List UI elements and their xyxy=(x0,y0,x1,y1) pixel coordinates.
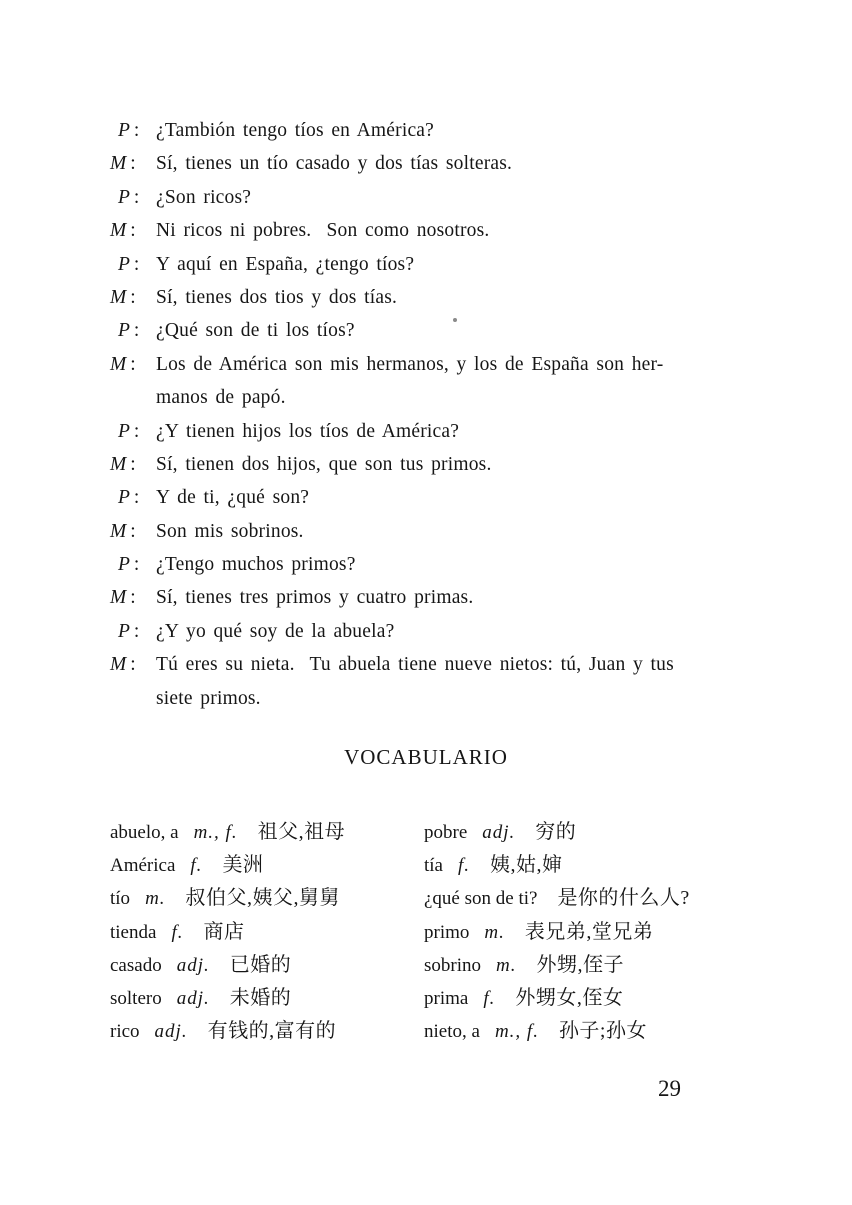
speaker-letter: P xyxy=(118,487,130,509)
dialogue-text: siete primos. xyxy=(156,687,261,709)
vocab-translation: 美洲 xyxy=(222,854,264,877)
vocab-gender: f. xyxy=(190,855,203,877)
speaker-label xyxy=(110,448,156,481)
speaker-label xyxy=(110,348,156,381)
vocabulary-heading: VOCABULARIO xyxy=(344,745,508,769)
speaker-label xyxy=(110,281,156,314)
dialogue-line xyxy=(110,548,770,581)
vocab-entry xyxy=(424,1015,690,1048)
vocab-word: ¿qué son de ti? xyxy=(424,888,538,910)
speaker-label xyxy=(110,548,156,581)
dialogue-section xyxy=(110,114,770,715)
dialogue-line xyxy=(110,648,770,681)
vocab-gender: adj. xyxy=(154,1021,188,1043)
speaker-colon: : xyxy=(133,620,140,642)
vocab-translation: 未婚的 xyxy=(229,986,292,1009)
speaker-label xyxy=(110,114,156,147)
dialogue-line xyxy=(110,448,770,481)
speaker-letter: P xyxy=(118,554,130,576)
vocab-entry xyxy=(110,882,345,915)
vocab-entry xyxy=(424,882,690,915)
vocab-word: rico xyxy=(110,1021,140,1043)
dialogue-line xyxy=(110,615,770,648)
speaker-letter: M xyxy=(110,153,127,175)
speaker-label xyxy=(110,615,156,648)
speaker-letter: M xyxy=(110,453,127,475)
speaker-letter: P xyxy=(118,186,130,208)
vocab-translation: 叔伯父,姨父,舅舅 xyxy=(185,887,341,910)
vocab-gender: f. xyxy=(458,855,471,877)
dialogue-line xyxy=(110,515,770,548)
dialogue-text: Tú eres su nieta. Tu abuela tiene nueve nietos: tú, Juan y tus xyxy=(156,654,674,676)
speaker-letter: P xyxy=(118,420,130,442)
vocab-entry xyxy=(424,849,690,882)
speaker-colon: : xyxy=(130,353,136,375)
vocab-word: nieto, a xyxy=(424,1021,480,1043)
dialogue-line-continuation xyxy=(110,381,770,414)
dialogue-line xyxy=(110,314,770,347)
speaker-label xyxy=(110,147,156,180)
dialogue-text: Sí, tienen dos hijos, que son tus primos. xyxy=(156,453,492,475)
speaker-label xyxy=(110,481,156,514)
dialogue-line xyxy=(110,147,770,180)
dialogue-line xyxy=(110,248,770,281)
vocab-entry xyxy=(110,849,345,882)
dialogue-text: Los de América son mis hermanos, y los de España son her- xyxy=(156,353,664,375)
speaker-colon: : xyxy=(133,320,140,342)
speaker-colon: : xyxy=(130,220,136,242)
vocab-translation: 有钱的,富有的 xyxy=(207,1020,337,1043)
speaker-label xyxy=(110,314,156,347)
dialogue-text: Sí, tienes un tío casado y dos tías solteras. xyxy=(156,153,513,175)
vocab-translation: 已婚的 xyxy=(229,953,292,976)
vocab-word: primo xyxy=(424,921,470,943)
speaker-colon: : xyxy=(130,153,136,175)
dialogue-text: ¿Y yo qué soy de la abuela? xyxy=(156,620,395,642)
speaker-letter: M xyxy=(110,353,127,375)
dialogue-line xyxy=(110,114,770,147)
speaker-colon: : xyxy=(133,253,140,275)
vocab-translation: 孙子;孙女 xyxy=(558,1020,647,1043)
speaker-letter: M xyxy=(110,587,127,609)
vocab-translation: 祖父,祖母 xyxy=(257,821,346,843)
speaker-letter: M xyxy=(110,654,127,676)
speaker-colon: : xyxy=(130,587,136,609)
speaker-letter: P xyxy=(118,120,130,141)
vocab-gender: m. xyxy=(145,888,166,910)
dialogue-text: ¿Tengo muchos primos? xyxy=(156,554,356,576)
dialogue-text: Y aquí en España, ¿tengo tíos? xyxy=(156,253,415,275)
dialogue-text: ¿Tambión tengo tíos en América? xyxy=(156,120,435,141)
vocab-word: tío xyxy=(110,888,131,910)
speaker-letter: M xyxy=(110,286,127,308)
vocab-entry xyxy=(424,816,690,849)
vocab-translation: 姨,姑,婶 xyxy=(490,854,563,877)
vocab-gender: adj. xyxy=(176,954,210,976)
dialogue-line xyxy=(110,481,770,514)
speaker-label xyxy=(110,181,156,214)
speaker-colon: : xyxy=(133,554,140,576)
vocab-word: soltero xyxy=(110,987,162,1009)
speaker-colon: : xyxy=(130,286,136,308)
dialogue-text: Sí, tienes dos tios y dos tías. xyxy=(156,286,398,308)
dialogue-line-continuation xyxy=(110,682,770,715)
dialogue-line xyxy=(110,581,770,614)
dialogue-text: ¿Qué son de ti los tíos? xyxy=(156,320,355,342)
dialogue-text: Ni ricos ni pobres. Son como nosotros. xyxy=(156,220,490,242)
vocab-entry xyxy=(110,949,345,982)
dialogue-text: Sí, tienes tres primos y cuatro primas. xyxy=(156,587,474,609)
speaker-label xyxy=(110,214,156,247)
vocab-word: América xyxy=(110,855,176,877)
vocab-gender: adj. xyxy=(482,822,516,843)
vocab-translation: 外甥女,侄女 xyxy=(515,986,624,1009)
speaker-colon: : xyxy=(133,186,140,208)
speaker-colon: : xyxy=(133,120,140,141)
speaker-label xyxy=(110,248,156,281)
vocab-translation: 外甥,侄子 xyxy=(536,953,624,976)
speaker-colon: : xyxy=(133,420,140,442)
vocab-translation: 穷的 xyxy=(535,821,577,843)
speaker-colon: : xyxy=(130,654,136,676)
dialogue-line xyxy=(110,214,770,247)
vocab-entry xyxy=(110,982,345,1015)
vocab-word: casado xyxy=(110,954,162,976)
vocab-translation: 表兄弟,堂兄弟 xyxy=(524,920,654,943)
speaker-colon: : xyxy=(133,487,140,509)
vocab-word: prima xyxy=(424,987,469,1009)
vocab-entry xyxy=(424,916,690,949)
vocab-entry xyxy=(110,916,345,949)
vocab-gender: m., f. xyxy=(193,822,238,843)
dialogue-text: ¿Y tienen hijos los tíos de América? xyxy=(156,420,460,442)
speaker-colon: : xyxy=(130,520,136,542)
vocab-translation: 是你的什么人? xyxy=(557,887,690,910)
vocab-gender: f. xyxy=(171,921,184,943)
dialogue-line xyxy=(110,181,770,214)
speaker-letter: M xyxy=(110,220,127,242)
vocab-gender: adj. xyxy=(176,987,210,1009)
dialogue-text: manos de papó. xyxy=(156,387,286,409)
dialogue-line xyxy=(110,281,770,314)
speaker-colon: : xyxy=(130,453,136,475)
speaker-label xyxy=(110,581,156,614)
vocab-word: sobrino xyxy=(424,954,481,976)
speaker-label xyxy=(110,515,156,548)
speaker-label xyxy=(110,648,156,681)
vocab-gender: m. xyxy=(484,921,505,943)
vocab-gender: m. xyxy=(496,954,517,976)
vocab-entry xyxy=(424,949,690,982)
dialogue-line xyxy=(110,415,770,448)
vocab-gender: f. xyxy=(483,987,496,1009)
vocab-gender: m., f. xyxy=(494,1021,539,1043)
speaker-letter: P xyxy=(118,253,130,275)
dialogue-text: Y de ti, ¿qué son? xyxy=(156,487,310,509)
dialogue-text: Son mis sobrinos. xyxy=(156,520,304,542)
speaker-label xyxy=(110,415,156,448)
vocab-entry xyxy=(110,816,345,849)
page-number: 29 xyxy=(658,1076,681,1101)
speaker-letter: P xyxy=(118,620,130,642)
vocabulary-column-right xyxy=(424,816,690,1048)
dialogue-line xyxy=(110,348,770,381)
speaker-letter: M xyxy=(110,520,127,542)
vocab-word: tienda xyxy=(110,921,157,943)
scan-speck xyxy=(453,318,457,322)
speaker-letter: P xyxy=(118,320,130,342)
vocab-word: tía xyxy=(424,855,443,877)
vocab-entry xyxy=(424,982,690,1015)
vocab-entry xyxy=(110,1015,345,1048)
dialogue-text: ¿Son ricos? xyxy=(156,186,252,208)
vocab-word: pobre xyxy=(424,822,468,843)
vocab-translation: 商店 xyxy=(203,920,245,943)
vocab-word: abuelo, a xyxy=(110,822,179,843)
vocabulary-column-left xyxy=(110,816,345,1048)
